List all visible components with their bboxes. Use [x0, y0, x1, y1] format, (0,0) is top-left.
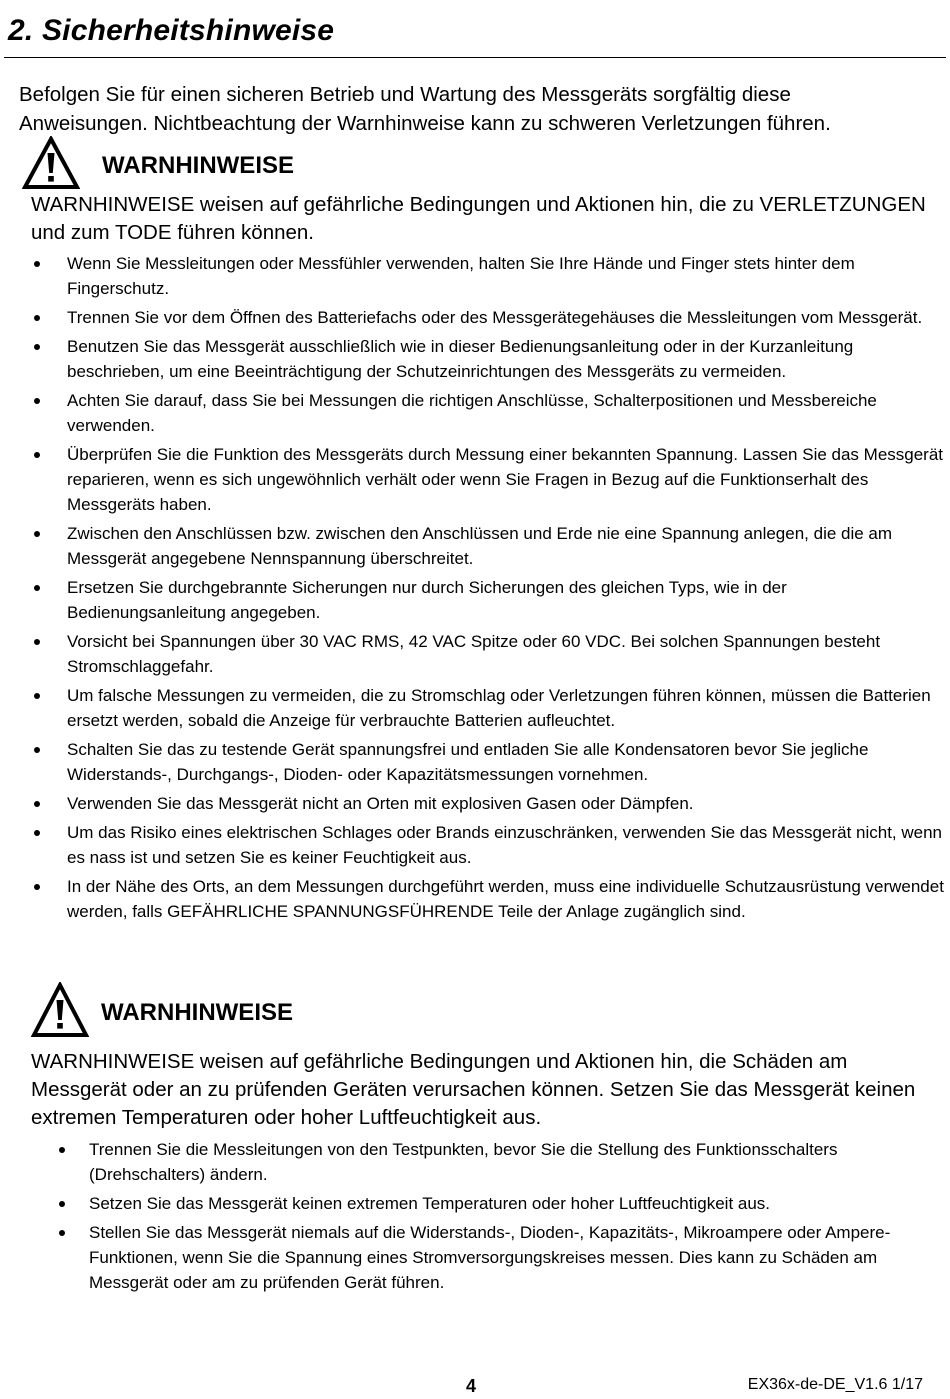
- list-item: [67, 820, 945, 870]
- bullet-icon: [34, 747, 40, 753]
- bullet-icon: [59, 1201, 65, 1207]
- list-item-text: Stellen Sie das Messgerät niemals auf die Widerstands-, Dioden-, Kapazitäts-, Mikroampere oder Ampere-Funktionen, wenn Sie die Spannung eines Stromversorgungskreises messen. Dies kann zu Schäden am Messgerät oder am zu prüfenden Gerät führen.: [89, 1223, 891, 1292]
- bullet-icon: [34, 801, 40, 807]
- bullet-icon: [34, 585, 40, 591]
- intro-paragraph: Befolgen Sie für einen sicheren Betrieb und Wartung des Messgeräts sorgfältig diese Anweisungen. Nichtbeachtung der Warnhinweise kann zu schweren Verletzungen führen.: [19, 83, 831, 135]
- bullet-icon: [34, 398, 40, 404]
- bullet-icon: [34, 315, 40, 321]
- bullet-icon: [34, 830, 40, 836]
- bullet-icon: [34, 344, 40, 350]
- warning-title-2: WARNHINWEISE: [101, 999, 293, 1026]
- list-item: [67, 575, 945, 625]
- list-item-text: In der Nähe des Orts, an dem Messungen durchgeführt werden, muss eine individuelle Schutzausrüstung verwendet werden, falls GEFÄHRLICHE SPANNUNGSFÜHRENDE Teile der Anlage zugänglich sind.: [67, 877, 944, 921]
- warning-header-1: [22, 136, 294, 190]
- list-item: [67, 305, 945, 330]
- title-underline: [4, 57, 946, 58]
- list-item-text: Zwischen den Anschlüssen bzw. zwischen den Anschlüssen und Erde nie eine Spannung anlegen, die die am Messgerät angegebene Nennspannung überschreitet.: [67, 524, 893, 568]
- warning-description-2: WARNHINWEISE weisen auf gefährliche Bedingungen und Aktionen hin, die Schäden am Messgerät oder an zu prüfenden Geräten verursachen können. Setzen Sie das Messgerät keinen extremen Temperaturen oder hoher Luftfeuchtigkeit aus.: [31, 1050, 916, 1129]
- list-item-text: Um das Risiko eines elektrischen Schlages oder Brands einzuschränken, verwenden Sie das Messgerät nicht, wenn es nass ist und setzen Sie es keiner Feuchtigkeit aus.: [67, 823, 943, 867]
- bullet-icon: [59, 1230, 65, 1236]
- bullet-icon: [34, 261, 40, 267]
- list-item: [67, 251, 945, 301]
- warning-header-2: [31, 982, 293, 1038]
- list-item-text: Schalten Sie das zu testende Gerät spannungsfrei und entladen Sie alle Kondensatoren bevor Sie jegliche Widerstands-, Durchgangs-, Dioden- oder Kapazitätsmessungen vornehmen.: [67, 740, 869, 784]
- bullet-icon: [34, 531, 40, 537]
- list-item: [67, 388, 945, 438]
- warning-title-1: WARNHINWEISE: [102, 152, 294, 179]
- warning-description-1: WARNHINWEISE weisen auf gefährliche Bedingungen und Aktionen hin, die zu VERLETZUNGEN und zum TODE führen können.: [31, 193, 926, 244]
- list-item: [67, 521, 945, 571]
- bullet-icon: [34, 884, 40, 890]
- list-item-text: Verwenden Sie das Messgerät nicht an Orten mit explosiven Gasen oder Dämpfen.: [67, 794, 694, 813]
- list-item: [67, 737, 945, 787]
- list-item-text: Trennen Sie die Messleitungen von den Testpunkten, bevor Sie die Stellung des Funktionsschalters (Drehschalters) ändern.: [89, 1140, 838, 1184]
- warning-list-1: [67, 251, 945, 928]
- list-item-text: Trennen Sie vor dem Öffnen des Batteriefachs oder des Messgerätegehäuses die Messleitungen vom Messgerät.: [67, 308, 923, 327]
- list-item-text: Benutzen Sie das Messgerät ausschließlich wie in dieser Bedienungsanleitung oder in der Kurzanleitung beschrieben, um eine Beeinträchtigung der Schutzeinrichtungen des Messgeräts zu vermeiden.: [67, 337, 854, 381]
- warning-triangle-icon: [22, 136, 80, 190]
- list-item: [67, 874, 945, 924]
- bullet-icon: [34, 452, 40, 458]
- list-item-text: Setzen Sie das Messgerät keinen extremen Temperaturen oder hoher Luftfeuchtigkeit aus.: [89, 1194, 771, 1213]
- list-item-text: Wenn Sie Messleitungen oder Messfühler verwenden, halten Sie Ihre Hände und Finger stets hinter dem Fingerschutz.: [67, 254, 855, 298]
- bullet-icon: [34, 639, 40, 645]
- list-item: [89, 1137, 939, 1187]
- page-number: 4: [466, 1376, 477, 1396]
- list-item-text: Achten Sie darauf, dass Sie bei Messungen die richtigen Anschlüsse, Schalterpositionen und Messbereiche verwenden.: [67, 391, 877, 435]
- list-item-text: Vorsicht bei Spannungen über 30 VAC RMS, 42 VAC Spitze oder 60 VDC. Bei solchen Spannungen besteht Stromschlaggefahr.: [67, 632, 881, 676]
- warning-triangle-icon: [31, 982, 89, 1038]
- list-item: [67, 791, 945, 816]
- list-item-text: Um falsche Messungen zu vermeiden, die zu Stromschlag oder Verletzungen führen können, müssen die Batterien ersetzt werden, sobald die Anzeige für verbrauchte Batterien aufleuchtet.: [67, 686, 931, 730]
- list-item: [89, 1220, 939, 1295]
- list-item: [89, 1191, 939, 1216]
- list-item: [67, 629, 945, 679]
- bullet-icon: [59, 1147, 65, 1153]
- bullet-icon: [34, 693, 40, 699]
- page-title: 2. Sicherheitshinweise: [8, 14, 335, 47]
- document-id: EX36x-de-DE_V1.6 1/17: [747, 1376, 923, 1393]
- list-item: [67, 334, 945, 384]
- list-item-text: Ersetzen Sie durchgebrannte Sicherungen nur durch Sicherungen des gleichen Typs, wie in der Bedienungsanleitung angegeben.: [67, 578, 787, 622]
- warning-list-2: [89, 1137, 939, 1299]
- list-item-text: Überprüfen Sie die Funktion des Messgeräts durch Messung einer bekannten Spannung. Lassen Sie das Messgerät reparieren, wenn es sich ungewöhnlich verhält oder wenn Sie Fragen in Bezug auf die Funktionserhalt des Messgeräts haben.: [67, 445, 944, 514]
- list-item: [67, 442, 945, 517]
- list-item: [67, 683, 945, 733]
